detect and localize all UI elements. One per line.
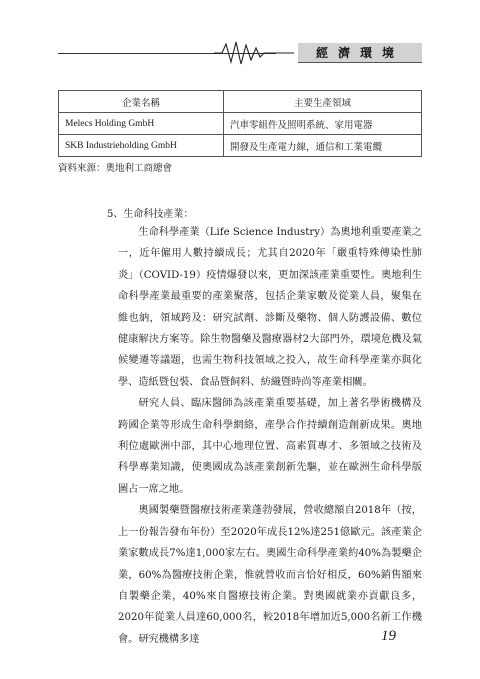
section-heading: 5、生命科技產業： — [107, 209, 194, 220]
source-note: 資料來源：奧地利工商總會 — [58, 163, 173, 174]
body-text — [118, 222, 422, 650]
table-cell: 汽車零組件及照明系統、家用電器 — [224, 113, 422, 135]
company-table — [58, 90, 422, 157]
table-row — [59, 113, 422, 135]
table-row — [59, 135, 422, 157]
table-cell: SKB Industrieholding GmbH — [59, 135, 224, 157]
table-cell: 開發及生產電力線，通信和工業電纜 — [224, 135, 422, 157]
paragraph: 研究人員、臨床醫師為該產業重要基礎，加上著名學術機構及跨國企業等形成生命科學網絡，產學合作持續創造創新成果。奧地利位處歐洲中部，其中心地理位置、高素質專才、多領域之技術及科學專業知識，使奧國成為該產業創新先驅，並在歐洲生命科學版圖占一席之地。 — [118, 398, 422, 495]
page-number: 19 — [381, 628, 396, 644]
heartbeat-pulse-icon — [214, 40, 294, 66]
table-cell: Melecs Holding GmbH — [59, 113, 224, 135]
paragraph: 奧國製藥暨醫療技術產業蓬勃發展，營收總額自2018年（按，上一份報告發布年份）至2020年成長12%達251億歐元。該產業企業家數成長7%達1,000家左右。奧國生命科學產業約40%為製藥企業，60%為醫療技術企業，惟就營收而言恰好相反，60%銷售額來自製藥企業，40%來自醫療技術企業。對奧國就業亦貢獻良多，2020年從業人員達60,000名，較2018年增加近5,000名新工作機會。研究機構多達 — [118, 505, 422, 645]
header-rule-right — [298, 62, 422, 63]
header-section-tab — [298, 43, 422, 62]
column-header: 企業名稱 — [59, 91, 224, 113]
table-header-row — [59, 91, 422, 113]
header-title: 經濟環境 — [315, 46, 404, 60]
column-header: 主要生產領域 — [224, 91, 422, 113]
paragraph: 生命科學產業（Life Science Industry）為奧地利重要產業之一，近年僱用人數持續成長；尤其自2020年「嚴重特殊傳染性肺炎」（COVID-19）疫情爆發以來，更加深該產業重要性。奧地利生命科學產業最重要的產業聚落，包括企業家數及從業人員，聚集在維也納，領域跨及：研究試劑、診斷及藥物、個人防護設備、數位健康解決方案等。除生物醫藥及醫療器材2大部門外，環境危機及氣候變遷等議題，也需生物科技領域之投入，故生命科學產業亦與化學、造紙暨包裝、食品暨飼料、紡織暨時尚等產業相關。 — [118, 227, 422, 388]
